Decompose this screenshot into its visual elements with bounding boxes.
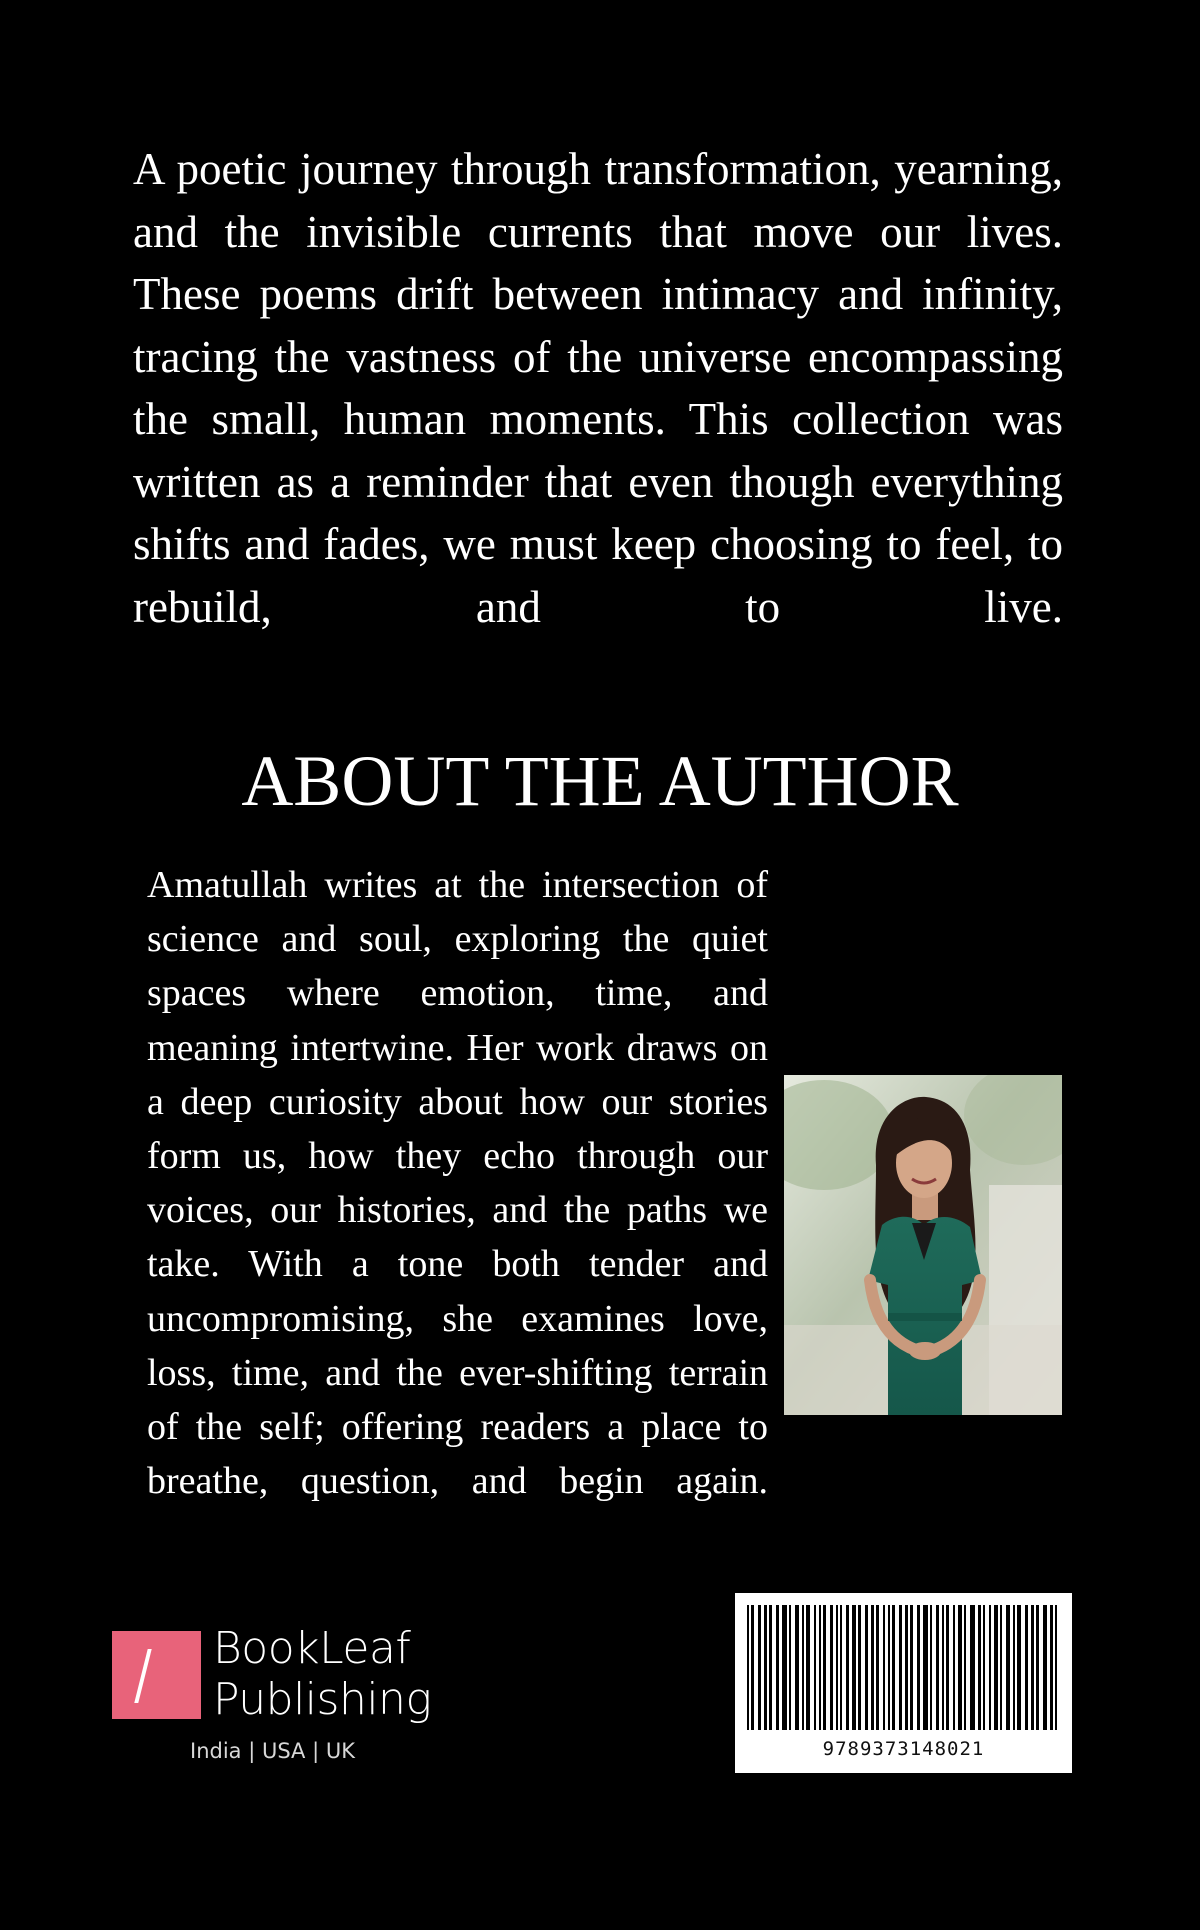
barcode-bar [1025, 1605, 1028, 1730]
barcode-bar [1036, 1605, 1039, 1730]
barcode-bar [905, 1605, 908, 1730]
barcode-bar [876, 1605, 879, 1730]
barcode-bar [910, 1605, 913, 1730]
barcode-bar [806, 1605, 810, 1730]
barcode-bar [823, 1605, 826, 1730]
barcode-bar [852, 1605, 856, 1730]
barcode-bar [1013, 1605, 1015, 1730]
barcode-bar [1055, 1605, 1057, 1730]
barcode-bar [865, 1605, 868, 1730]
publisher-logo [112, 1623, 472, 1770]
barcode-bar [917, 1605, 920, 1730]
slash-icon [134, 1649, 151, 1703]
barcode-bar [888, 1605, 890, 1730]
barcode-bar [983, 1605, 985, 1730]
barcode-bar [764, 1605, 767, 1730]
barcode-bar [846, 1605, 849, 1730]
barcode-bar [795, 1605, 799, 1730]
barcode-bars [735, 1593, 1072, 1738]
back-cover-blurb: A poetic journey through transformation, yearning, and the invisible currents that move our lives. These poems drift between intimacy and infinity, tracing the vastness of the universe encompassing the small, human moments. This collection was written as a reminder that even though everything shifts and fades, we must keep choosing to feel, to rebuild, and to live. [133, 144, 1063, 632]
barcode-bar [776, 1605, 779, 1730]
barcode-bar [836, 1605, 838, 1730]
barcode-bar [1050, 1605, 1053, 1730]
barcode-bar [958, 1605, 962, 1730]
barcode-bar [830, 1605, 833, 1730]
barcode-bar [871, 1605, 874, 1730]
barcode-bar [769, 1605, 772, 1730]
barcode-bar [964, 1605, 966, 1730]
barcode-bar [946, 1605, 949, 1730]
barcode-bar [758, 1605, 761, 1730]
barcode-bar [782, 1605, 787, 1730]
barcode-bar [930, 1605, 932, 1730]
isbn-number: 9789373148021 [822, 1738, 985, 1760]
barcode-bar [1000, 1605, 1002, 1730]
barcode-bar [989, 1605, 991, 1730]
barcode-bar [892, 1605, 895, 1730]
isbn-barcode [735, 1593, 1072, 1773]
barcode-bar [1043, 1605, 1047, 1730]
publisher-locations: India | USA | UK [190, 1739, 355, 1763]
barcode-bar [936, 1605, 939, 1730]
barcode-bar [1006, 1605, 1010, 1730]
barcode-bar [1017, 1605, 1021, 1730]
publisher-name-line1: BookLeaf [213, 1623, 411, 1674]
barcode-bar [858, 1605, 861, 1730]
barcode-bar [883, 1605, 885, 1730]
barcode-bar [802, 1605, 804, 1730]
publisher-logo-mark [112, 1631, 201, 1719]
barcode-bar [899, 1605, 902, 1730]
publisher-name [213, 1623, 431, 1725]
author-photo [784, 1075, 1062, 1415]
publisher-name-line2: Publishing [213, 1674, 432, 1725]
author-bio: Amatullah writes at the intersection of science and soul, exploring the quiet spaces where emotion, time, and meaning intertwine. Her work draws on a deep curiosity about how our stories form us, how they echo through our voices, our histories, and the paths we take. With a tone both tender and uncompromising, she examines love, loss, time, and the ever-shifting terrain of the self; offering readers a place to breathe, question, and begin again. [147, 864, 768, 1503]
barcode-bar [970, 1605, 975, 1730]
barcode-bar [953, 1605, 955, 1730]
barcode-bar [751, 1605, 754, 1730]
barcode-bar [923, 1605, 928, 1730]
barcode-bar [942, 1605, 944, 1730]
barcode-bar [789, 1605, 791, 1730]
barcode-bar [814, 1605, 816, 1730]
barcode-bar [994, 1605, 998, 1730]
barcode-bar [819, 1605, 821, 1730]
barcode-bar [978, 1605, 981, 1730]
barcode-bar [747, 1605, 749, 1730]
barcode-bar [1031, 1605, 1034, 1730]
barcode-bar [840, 1605, 842, 1730]
about-the-author-heading: ABOUT THE AUTHOR [241, 741, 959, 821]
